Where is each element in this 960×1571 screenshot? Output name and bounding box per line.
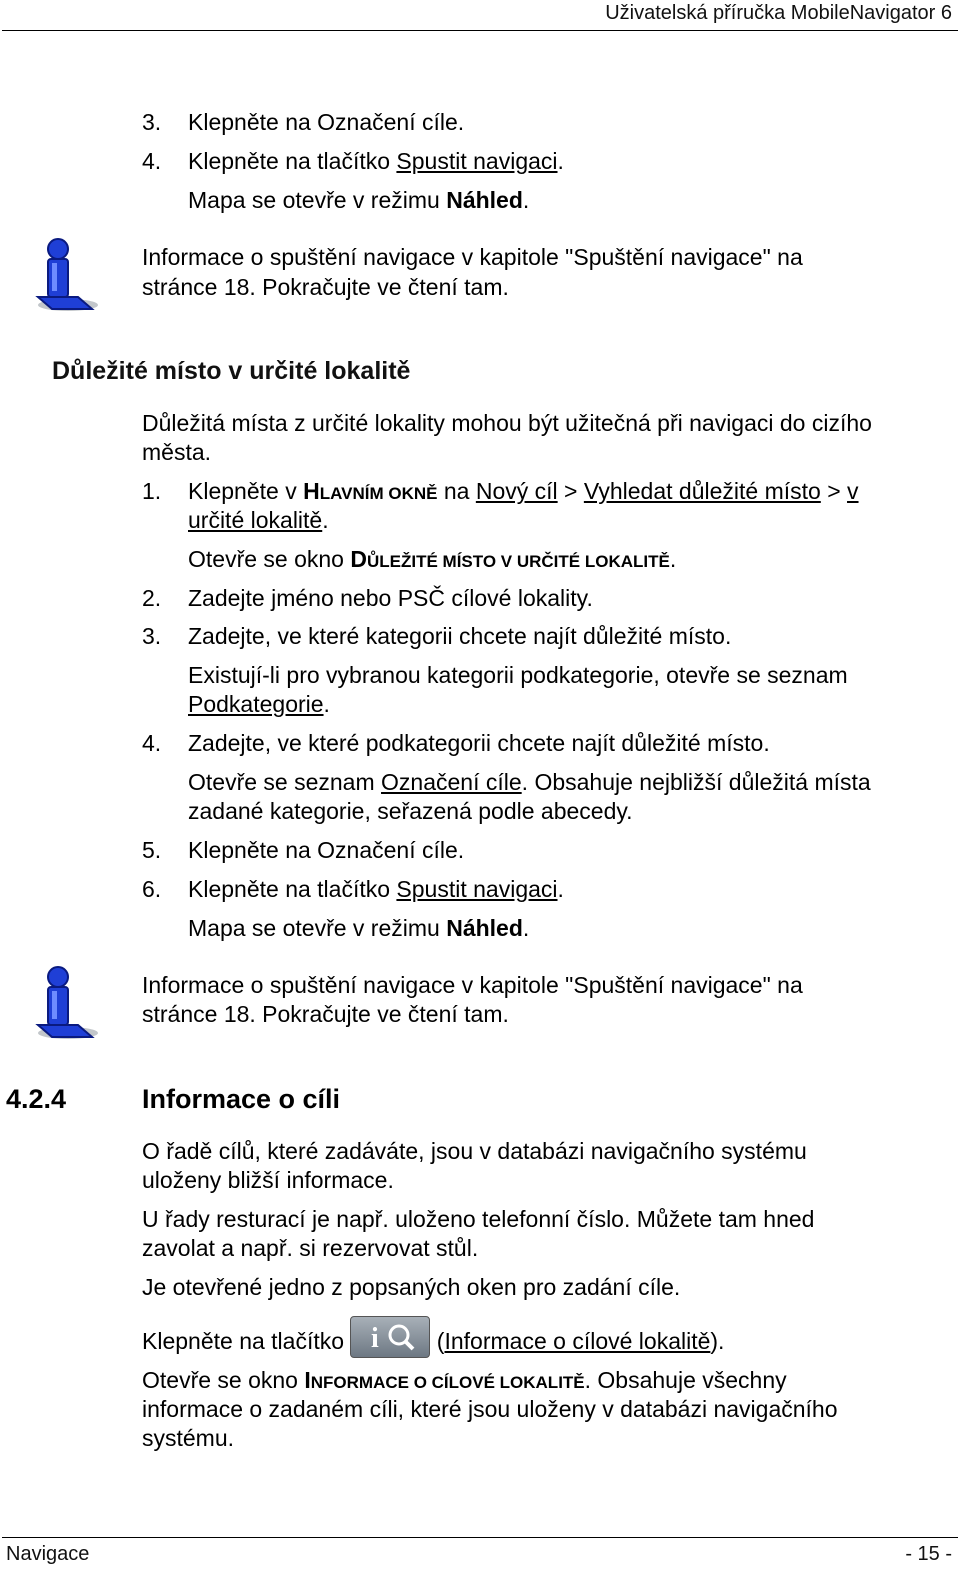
paragraph: Klepněte na tlačítko i (Informace o cílové lokalitě). — [142, 1313, 724, 1369]
map-note: Mapa se otevře v režimu Náhled. — [188, 187, 530, 213]
step-number: 2. — [142, 585, 162, 611]
step-text: Klepněte na tlačítko Spustit navigaci. — [188, 148, 564, 174]
step-note: Podkategorie. — [188, 691, 330, 717]
info-person-icon — [30, 235, 100, 315]
footer-section: Navigace — [6, 1543, 90, 1565]
start-navigation-link[interactable]: Spustit navigaci — [396, 876, 558, 902]
info-text: Informace o spuštění navigace v kapitole "Spuštění navigace" na — [142, 972, 803, 998]
step-text: Klepněte na Označení cíle. — [188, 109, 465, 135]
info-text: stránce 18. Pokračujte ve čtení tam. — [142, 274, 509, 300]
paragraph: systému. — [142, 1425, 235, 1451]
step-number: 3. — [142, 623, 162, 649]
step-note: Existují-li pro vybranou kategorii podkategorie, otevře se seznam — [188, 662, 848, 688]
paragraph: města. — [142, 439, 212, 465]
step-text: Klepněte na tlačítko Spustit navigaci. — [188, 876, 564, 902]
step-number: 3. — [142, 109, 162, 135]
subcategories-link[interactable]: Podkategorie — [188, 691, 324, 717]
info-text: Informace o spuštění navigace v kapitole "Spuštění navigace" na — [142, 244, 803, 270]
destination-info-button[interactable] — [350, 1316, 430, 1358]
info-person-icon — [30, 963, 100, 1043]
step-note: zadané kategorie, seřazená podle abecedy. — [188, 798, 633, 824]
header-rule — [2, 30, 958, 31]
section-heading: Důležité místo v určité lokalitě — [52, 357, 411, 385]
paragraph: informace o zadaném cíli, které jsou uloženy v databázi navigačního — [142, 1396, 838, 1422]
paragraph: O řadě cílů, které zadáváte, jsou v databázi navigačního systému — [142, 1138, 807, 1164]
chapter-number: 4.2.4 — [6, 1084, 67, 1114]
step-number: 1. — [142, 478, 162, 504]
find-poi-link[interactable]: Vyhledat důležité místo — [583, 478, 821, 504]
page-header: Uživatelská příručka MobileNavigator 6 — [605, 2, 952, 24]
destination-list-link[interactable]: Označení cíle — [381, 769, 522, 795]
new-destination-link[interactable]: Nový cíl — [475, 478, 558, 504]
step-text: Zadejte, ve které podkategorii chcete najít důležité místo. — [188, 730, 770, 756]
footer-rule — [2, 1537, 958, 1538]
step-note: Otevře se seznam Označení cíle. Obsahuje nejbližší důležitá místa — [188, 769, 871, 795]
step-number: 4. — [142, 730, 162, 756]
chapter-title: Informace o cíli — [142, 1084, 341, 1114]
paragraph: Otevře se okno INFORMACE O CÍLOVÉ LOKALITĚ. Obsahuje všechny — [142, 1367, 787, 1393]
step-number: 5. — [142, 837, 162, 863]
paragraph: U řady resturací je např. uloženo telefonní číslo. Můžete tam hned — [142, 1206, 815, 1232]
destination-info-icon — [351, 1317, 429, 1357]
page-number: - 15 - — [905, 1543, 952, 1565]
svg-text:i: i — [371, 1323, 380, 1354]
step-text: Klepněte v HLAVNÍM OKNĚ na Nový cíl > Vyhledat důležité místo > v — [188, 478, 859, 504]
paragraph: Je otevřené jedno z popsaných oken pro zadání cíle. — [142, 1274, 681, 1300]
step-number: 4. — [142, 148, 162, 174]
step-number: 6. — [142, 876, 162, 902]
step-text: určité lokalitě. — [188, 507, 329, 533]
paragraph: zavolat a např. si rezervovat stůl. — [142, 1235, 479, 1261]
in-locality-link[interactable]: určité lokalitě — [188, 507, 323, 533]
step-text: Klepněte na Označení cíle. — [188, 837, 465, 863]
start-navigation-link[interactable]: Spustit navigaci — [396, 148, 558, 174]
step-text: Zadejte jméno nebo PSČ cílové lokality. — [188, 585, 593, 611]
destination-info-link[interactable]: Informace o cílové lokalitě — [444, 1328, 711, 1354]
map-note: Mapa se otevře v režimu Náhled. — [188, 915, 530, 941]
info-text: stránce 18. Pokračujte ve čtení tam. — [142, 1001, 509, 1027]
paragraph: uloženy bližší informace. — [142, 1167, 394, 1193]
in-locality-link[interactable]: v — [847, 478, 859, 504]
step-text: Zadejte, ve které kategorii chcete najít důležité místo. — [188, 623, 732, 649]
paragraph: Důležitá místa z určité lokality mohou být užitečná při navigaci do cizího — [142, 410, 872, 436]
step-note: Otevře se okno DŮLEŽITÉ MÍSTO V URČITÉ LOKALITĚ. — [188, 546, 677, 572]
